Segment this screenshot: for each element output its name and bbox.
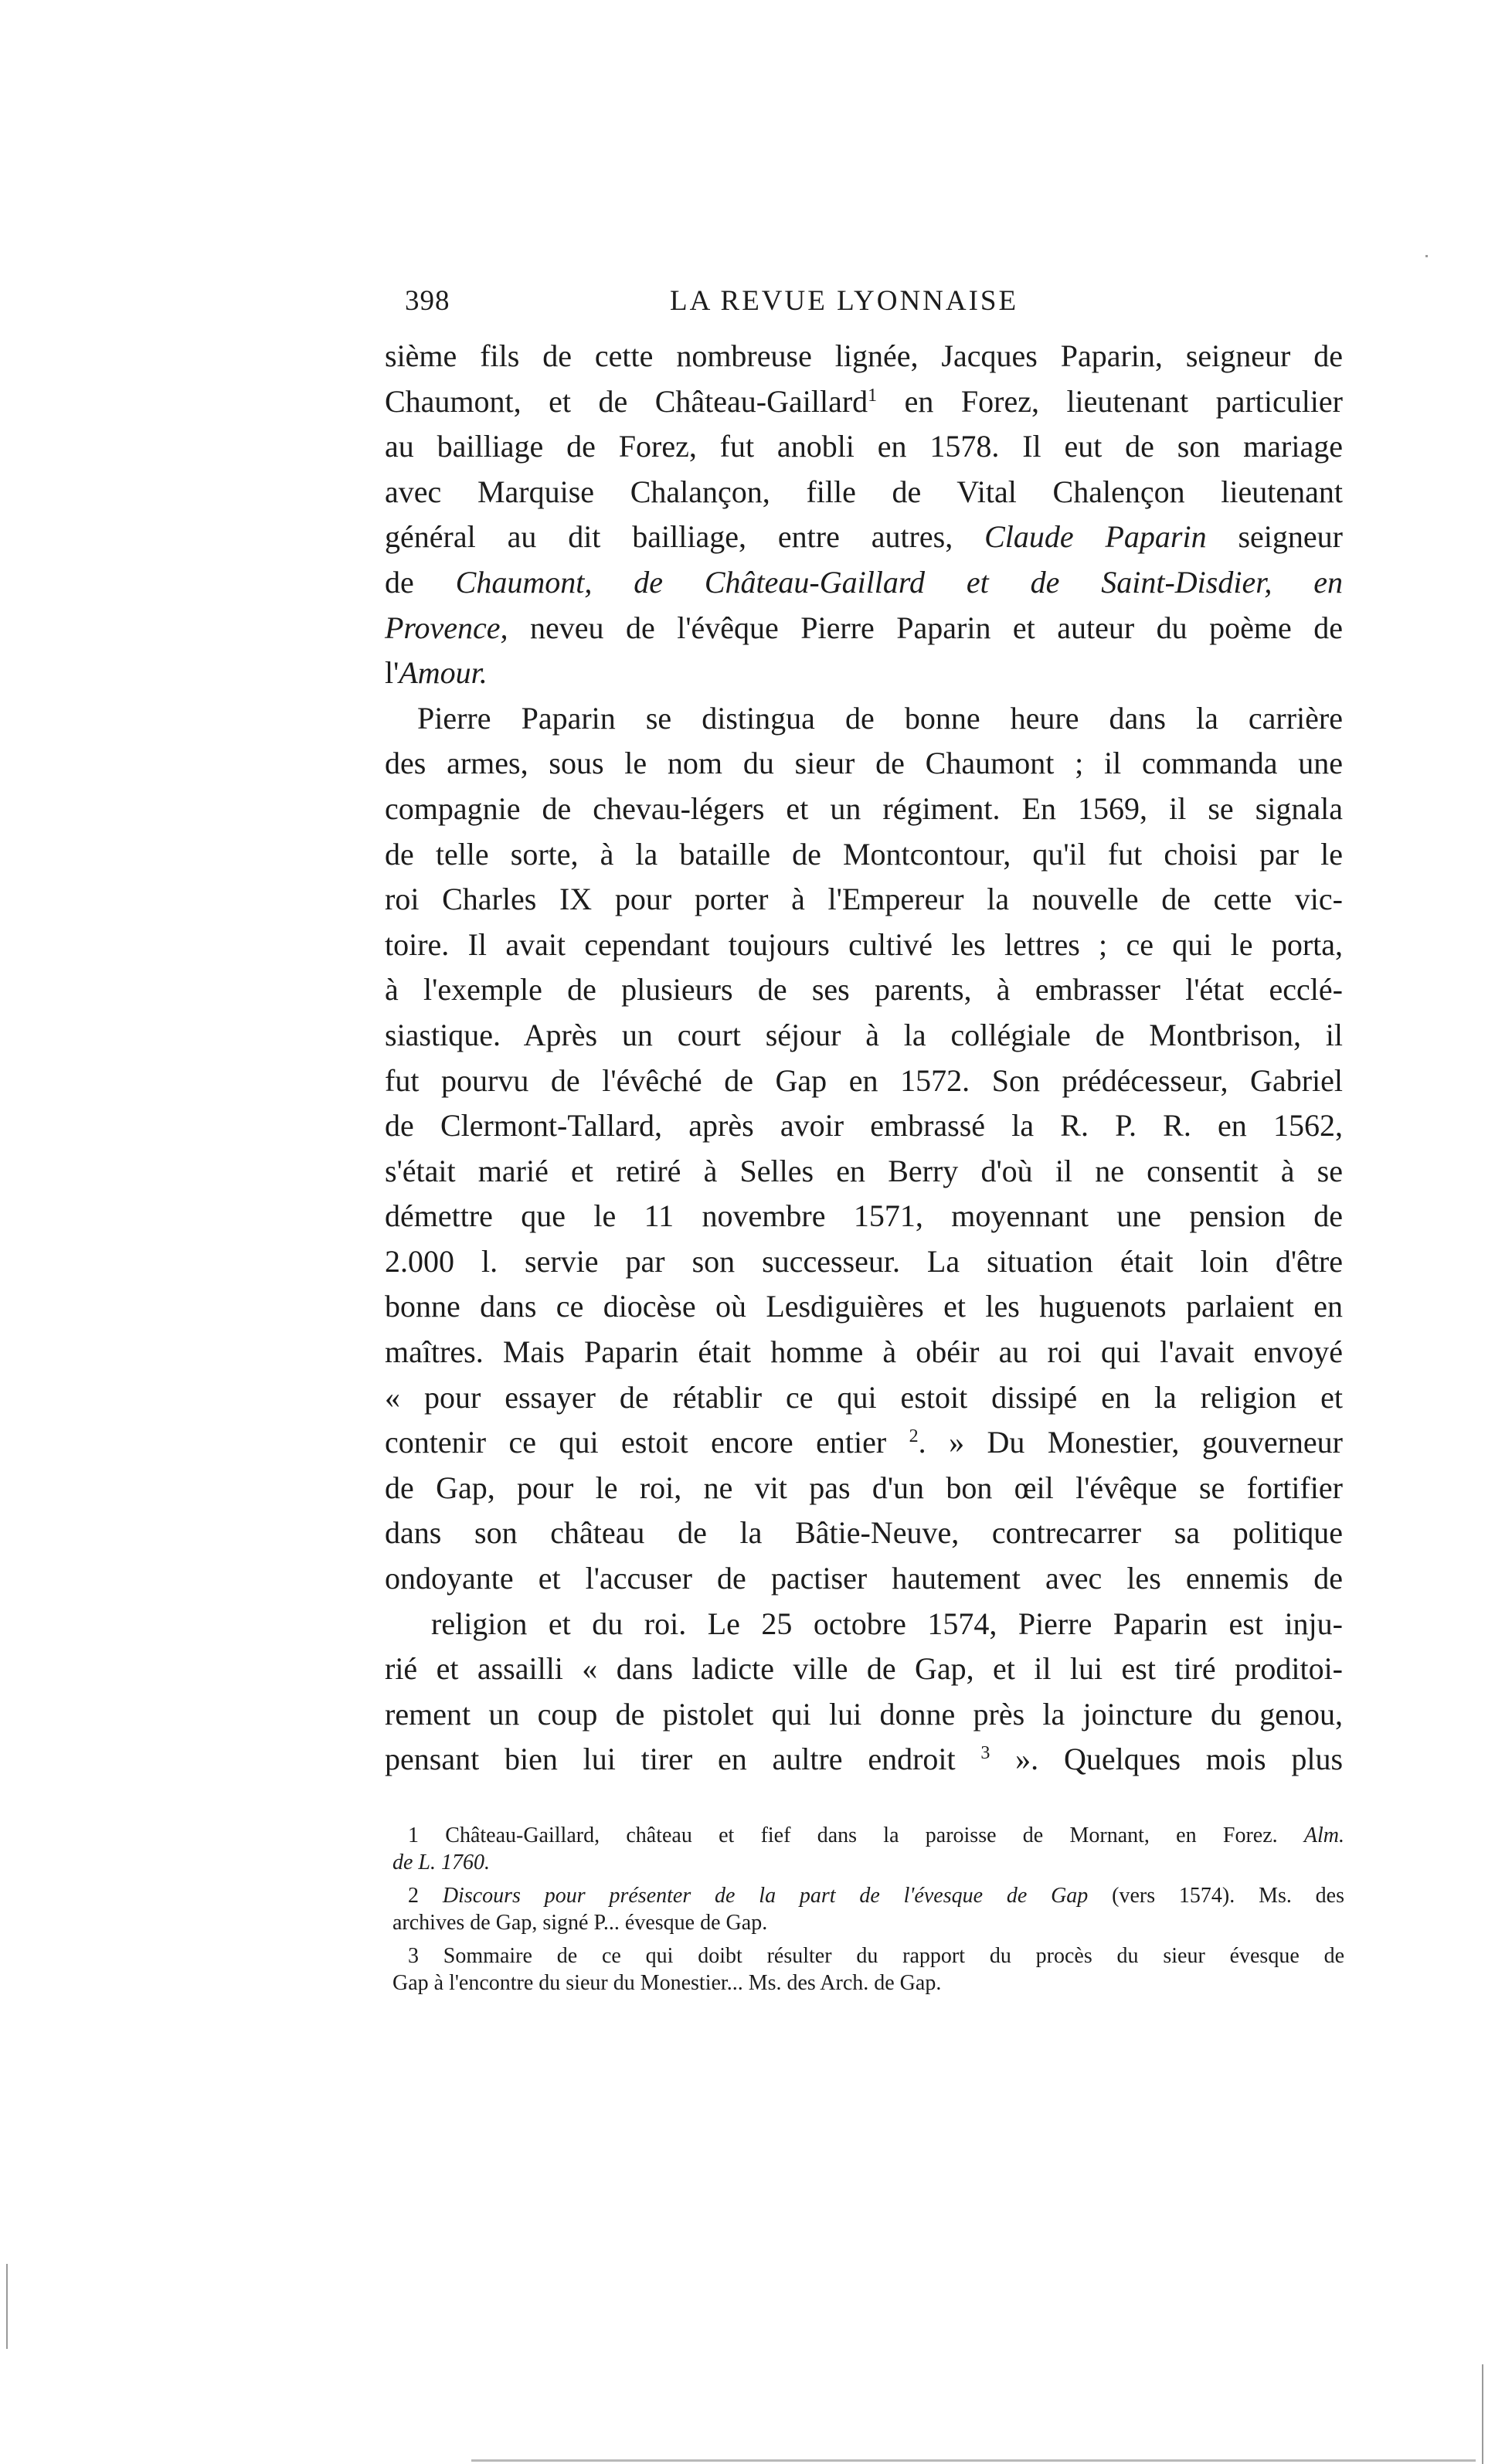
- text-line: fut pourvu de l'évêché de Gap en 1572. Son prédécesseur, Gabriel: [385, 1062, 1343, 1098]
- page-number: 398: [405, 285, 450, 317]
- text-line: bonne dans ce diocèse où Lesdiguières et les huguenots parlaient en: [385, 1289, 1343, 1324]
- text-line: roi Charles IX pour porter à l'Empereur la nouvelle de cette vic-: [385, 882, 1343, 917]
- journal-title: LA REVUE LYONNAISE: [670, 285, 1019, 317]
- text-line: compagnie de chevau-légers et un régiment. En 1569, il se signala: [385, 790, 1343, 826]
- text-line: ondoyante et l'accuser de pactiser hautement avec les ennemis de: [385, 1561, 1343, 1596]
- running-head: [405, 284, 1347, 331]
- text-line: contenir ce qui estoit encore entier $^2$. » Du Monestier, gouverneur: [385, 1425, 1344, 1460]
- body-text: [385, 334, 1343, 1783]
- footnote-line: 3 Sommaire de ce qui doibt résulter du rapport du procès du sieur évesque de: [408, 1944, 1344, 1968]
- scan-bottom-rule: [471, 2459, 1476, 2462]
- text-line: toire. Il avait cependant toujours cultivé les lettres ; ce qui le porta,: [385, 926, 1343, 962]
- scan-margin-mark: [6, 2264, 8, 2349]
- text-line: avec Marquise Chalançon, fille de Vital Chalençon lieutenant: [385, 474, 1343, 509]
- text-line: à l'exemple de plusieurs de ses parents, à embrasser l'état ecclé-: [385, 972, 1343, 1008]
- footnote-line: 1 Château-Gaillard, château et fief dans la paroisse de Mornant, en Forez. Alm.: [408, 1823, 1345, 1847]
- text-line: s'était marié et retiré à Selles en Berry d'où il ne consentit à se: [385, 1153, 1343, 1188]
- text-line: religion et du roi. Le 25 octobre 1574, Pierre Paparin est inju-: [431, 1606, 1343, 1641]
- footnote-line: archives de Gap, signé P... évesque de Gap.: [392, 1911, 768, 1935]
- text-line: pensant bien lui tirer en aultre endroit $^3$ ». Quelques mois plus: [385, 1742, 1344, 1777]
- scan-margin-mark: [1425, 255, 1428, 257]
- text-line: de telle sorte, à la bataille de Montcontour, qu'il fut choisi par le: [385, 836, 1343, 872]
- text-line: l'Amour.: [385, 655, 488, 691]
- text-line: Pierre Paparin se distingua de bonne heure dans la carrière: [417, 700, 1343, 736]
- text-line: Provence, neveu de l'évêque Pierre Paparin et auteur du poème de: [385, 610, 1343, 645]
- text-line: dans son château de la Bâtie-Neuve, contrecarrer sa politique: [385, 1515, 1343, 1551]
- text-line: au bailliage de Forez, fut anobli en 1578. Il eut de son mariage: [385, 429, 1343, 464]
- text-line: siastique. Après un court séjour à la collégiale de Montbrison, il: [385, 1017, 1343, 1052]
- footnote-ref: 2: [909, 1426, 919, 1447]
- scan-margin-mark: [1482, 2364, 1483, 2464]
- text-line: de Chaumont, de Château-Gaillard et de Saint-Disdier, en: [385, 564, 1343, 600]
- footnote-line: de L. 1760.: [392, 1851, 490, 1874]
- footnote-ref: 1: [868, 385, 878, 406]
- text-line: de Gap, pour le roi, ne vit pas d'un bon œil l'évêque se fortifier: [385, 1470, 1343, 1505]
- text-line: sième fils de cette nombreuse lignée, Jacques Paparin, seigneur de: [385, 338, 1343, 373]
- text-line: maîtres. Mais Paparin était homme à obéir au roi qui l'avait envoyé: [385, 1334, 1343, 1370]
- text-line: rié et assailli « dans ladicte ville de Gap, et il lui est tiré proditoi-: [385, 1651, 1343, 1687]
- footnote-ref: 3: [980, 1743, 990, 1764]
- text-line: Chaumont, et de Château-Gaillard$^1$ en Forez, lieutenant particulier: [385, 383, 1343, 419]
- footnote-line: Gap à l'encontre du sieur du Monestier... Ms. des Arch. de Gap.: [392, 1971, 942, 1995]
- text-line: rement un coup de pistolet qui lui donne près la joincture du genou,: [385, 1696, 1343, 1732]
- text-line: général au dit bailliage, entre autres, Claude Paparin seigneur: [385, 519, 1343, 555]
- text-line: « pour essayer de rétablir ce qui estoit dissipé en la religion et: [385, 1379, 1343, 1415]
- text-line: de Clermont-Tallard, après avoir embrassé la R. P. R. en 1562,: [385, 1108, 1343, 1144]
- text-line: 2.000 l. servie par son successeur. La situation était loin d'être: [385, 1243, 1343, 1279]
- text-line: démettre que le 11 novembre 1571, moyennant une pension de: [385, 1198, 1343, 1234]
- footnote-line: 2 Discours pour présenter de la part de l'évesque de Gap (vers 1574). Ms. des: [408, 1884, 1345, 1908]
- footnotes: [392, 1822, 1344, 1997]
- text-line: des armes, sous le nom du sieur de Chaumont ; il commanda une: [385, 746, 1343, 781]
